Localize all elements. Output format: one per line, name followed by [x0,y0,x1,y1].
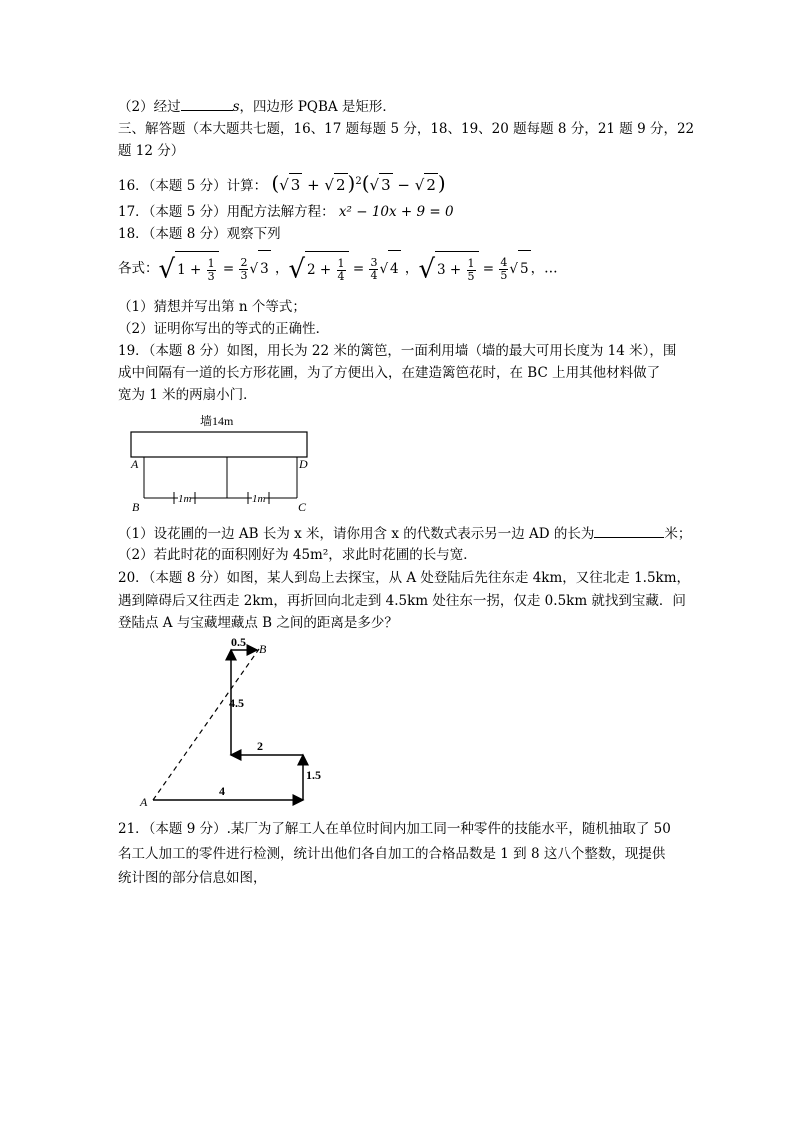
question-18-sub1: （1）猜想并写出第 n 个等式； [118,299,306,315]
answer-blank [594,523,664,538]
dashed-line-ab [153,649,259,800]
q15-unit: s [232,99,240,115]
section-3-header-line1: 三、解答题（本大题共七题，16、17 题每题 5 分，18、19、20 题每题 8 分，21 题 9 分，22 [118,121,695,137]
answer-blank [181,96,233,111]
question-15-part-2 [118,96,396,116]
q17-label: 17．（本题 5 分）用配方法解方程： [118,204,335,220]
q16-radicand-a: 3 [289,173,303,196]
q18-formula-3: √ 3 + $\frac{1}{5}$ = $\frac{4}{5}$ √ 5 [418,250,530,288]
door-label-1: 1m [178,493,192,505]
point-d: D [299,457,308,471]
point-b: B [259,642,267,656]
wall-rect [131,432,307,457]
section-3-header-line2: 题 12 分） [118,143,185,159]
question-18-label: 18．（本题 8 分）观察下列 [118,226,281,242]
point-a: A [140,795,148,809]
question-17 [118,203,454,221]
label-2: 2 [257,739,263,753]
question-20-line1: 20．（本题 8 分）如图，某人到岛上去探宝，从 A 处登陆后先往东走 4km，又往北走 1.5km， [118,570,691,586]
question-19-sub1 [118,523,691,543]
point-b: B [132,500,140,514]
question-19-line2: 成中间隔有一道的长方形花圃，为了方便出入，在建造篱笆花时，在 BC 上用其他材料做了 [118,365,661,381]
question-20-line2: 遇到障碍后又往西走 2km，再折回向北走到 4.5km 处往东一拐，仅走 0.5km 就找到宝藏．问 [118,593,686,609]
question-18-sub2: （2）证明你写出的等式的正确性． [118,321,330,337]
wall-label: 墙14m [200,414,234,428]
q18-tail: ，… [530,260,558,277]
q18-formula-2: √ 2 + $\frac{1}{4}$ = $\frac{3}{4}$ √ 4 [288,250,400,288]
point-c: C [298,500,307,514]
q19-sub1-text: （1）设花圃的一边 AB 长为 x 米，请你用含 x 的代数式表示另一边 AD 的长为 [118,526,595,542]
q15-prefix: （2）经过 [118,99,181,115]
question-21-line2: 名工人加工的零件进行检测，统计出他们各自加工的合格品数是 1 到 8 这八个整数，现提供 [118,846,666,862]
point-a: A [131,457,139,471]
q16-expression: (√ 3 + √ 2 )$^2$(√ 3 − √ 2 ) [271,171,446,195]
q20-path-figure [135,633,335,811]
question-19-line3: 宽为 1 米的两扇小门． [118,387,257,403]
q19-garden-figure [118,410,328,516]
question-19-line1: 19．（本题 8 分）如图，用长为 22 米的篱笆，一面利用墙（墙的最大可用长度为 14 米），围 [118,343,677,359]
q17-equation: x² − 10x + 9 = 0 [338,204,454,220]
question-21-line3: 统计图的部分信息如图， [118,870,267,886]
label-4: 4 [219,784,225,798]
question-18-formulas: 各式：√ 1 + $\frac{1}{3}$ = $\frac{2}{3}$ √ 3 ，√ 2 + $\frac{1}{4}$ = $\frac{3}{4}$ √ 4 ，√ 3 + $\frac{1}{5}$ = $\frac{4}{5}$ √ 5 ，… [118,250,558,288]
label-1-5: 1.5 [306,768,321,782]
label-0-5: 0.5 [231,635,246,649]
q18-formula-1: √ 1 + $\frac{1}{3}$ = $\frac{2}{3}$ √ 3 [159,250,271,288]
q15-suffix: ，四边形 PQBA 是矩形． [239,99,396,115]
q19-sub1-end: 米； [664,526,692,542]
q16-label: 16．（本题 5 分）计算： [118,178,268,194]
q16-exponent: 2 [355,176,362,187]
q16-radicand-b: 2 [334,173,348,196]
label-4-5: 4.5 [229,696,244,710]
door-label-2: 1m [252,493,266,505]
question-20-line3: 登陆点 A 与宝藏埋藏点 B 之间的距离是多少？ [118,615,398,631]
question-19-sub2: （2）若此时花的面积刚好为 45m²，求此时花圃的长与宽． [118,547,477,563]
q18-prefix: 各式： [118,260,159,277]
question-21-line1: 21．（本题 9 分）.某厂为了解工人在单位时间内加工同一种零件的技能水平，随机抽取了 50 [118,821,671,837]
question-16 [118,171,446,197]
